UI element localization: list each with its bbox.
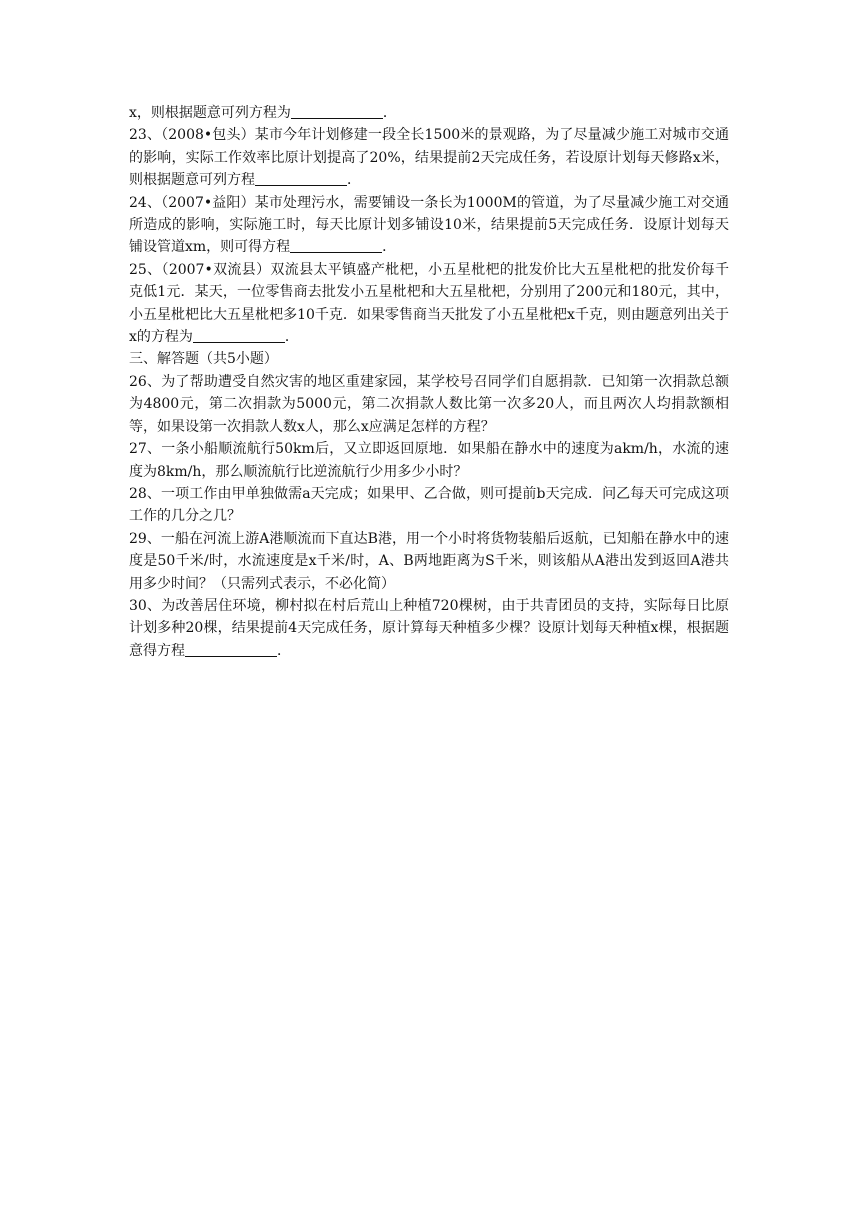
paragraph-text: 24、（2007•益阳）某市处理污水，需要铺设一条长为1000M的管道，为了尽量减少施工对交通所造成的影响，实际施工时，每天比原计划多铺设10米，结果提前5天完成任务．设原计划每天铺设管道xm，则可得方程 — [129, 194, 729, 256]
paragraph-text: 30、为改善居住环境，柳村拟在村后荒山上种植720棵树，由于共青团员的支持，实际每日比原计划多种20棵，结果提前4天完成任务，原计算每天种植多少棵？设原计划每天种植x棵，根据题意得方程 — [129, 597, 729, 659]
paragraph-p23 — [129, 124, 729, 191]
paragraph-text: 29、一船在河流上游A港顺流而下直达B港，用一个小时将货物装船后返航，已知船在静水中的速度是50千米/时，水流速度是x千米/时，A、B两地距离为S千米，则该船从A港出发到返回A港共用多少时间？（只需列式表示，不必化简） — [129, 530, 729, 592]
paragraph-p29 — [129, 528, 729, 595]
paragraph-text: 28、一项工作由甲单独做需a天完成；如果甲、乙合做，则可提前b天完成．问乙每天可完成这项工作的几分之几？ — [129, 485, 729, 525]
answer-blank[interactable] — [193, 328, 285, 343]
answer-blank[interactable] — [185, 642, 277, 657]
paragraph-text: 27、一条小船顺流航行50km后，又立即返回原地．如果船在静水中的速度为akm/h，水流的速度为8km/h，那么顺流航行比逆流航行少用多少小时？ — [129, 441, 729, 480]
paragraph-p27 — [129, 438, 729, 483]
answer-blank[interactable] — [291, 104, 383, 119]
paragraph-end-punct: ． — [277, 642, 291, 659]
answer-blank[interactable] — [255, 171, 347, 186]
paragraph-p26 — [129, 371, 729, 438]
paragraph-end-punct: ． — [284, 329, 299, 346]
paragraph-end-punct: ． — [382, 105, 397, 121]
paragraph-text: 23、（2008•包头）某市今年计划修建一段全长1500米的景观路，为了尽量减少施工对城市交通的影响，实际工作效率比原计划提高了20%，结果提前2天完成任务，若设原计划每天修路x米，则根据题意可列方程 — [129, 127, 729, 189]
answer-blank[interactable] — [290, 238, 382, 253]
paragraph-end-punct: ． — [347, 172, 361, 189]
paragraph-p22 — [129, 102, 729, 124]
paragraph-sec3 — [129, 348, 729, 370]
paragraph-p25 — [129, 259, 729, 349]
paragraph-text: 26、为了帮助遭受自然灾害的地区重建家园，某学校号召同学们自愿捐款．已知第一次捐款总额为4800元，第二次捐款为5000元，第二次捐款人数比第一次多20人，而且两次人均捐款额相等，如果设第一次捐款人数x人，那么x应满足怎样的方程？ — [129, 373, 729, 435]
paragraph-p28 — [129, 483, 729, 528]
paragraph-end-punct: ． — [382, 239, 397, 256]
paragraph-text: x，则根据题意可列方程为 — [129, 105, 291, 121]
paragraph-text: 三、解答题（共5小题） — [129, 351, 278, 368]
paragraph-p24 — [129, 192, 729, 259]
document-page — [129, 102, 729, 662]
paragraph-text: 25、（2007•双流县）双流县太平镇盛产枇杷，小五星枇杷的批发价比大五星枇杷的批发价每千克低1元．某天，一位零售商去批发小五星枇杷和大五星枇杷，分别用了200元和180元，其中，小五星枇杷比大五星枇杷多10千克．如果零售商当天批发了小五星枇杷x千克，则由题意列出关于x的方程为 — [129, 261, 729, 346]
paragraph-p30 — [129, 595, 729, 662]
